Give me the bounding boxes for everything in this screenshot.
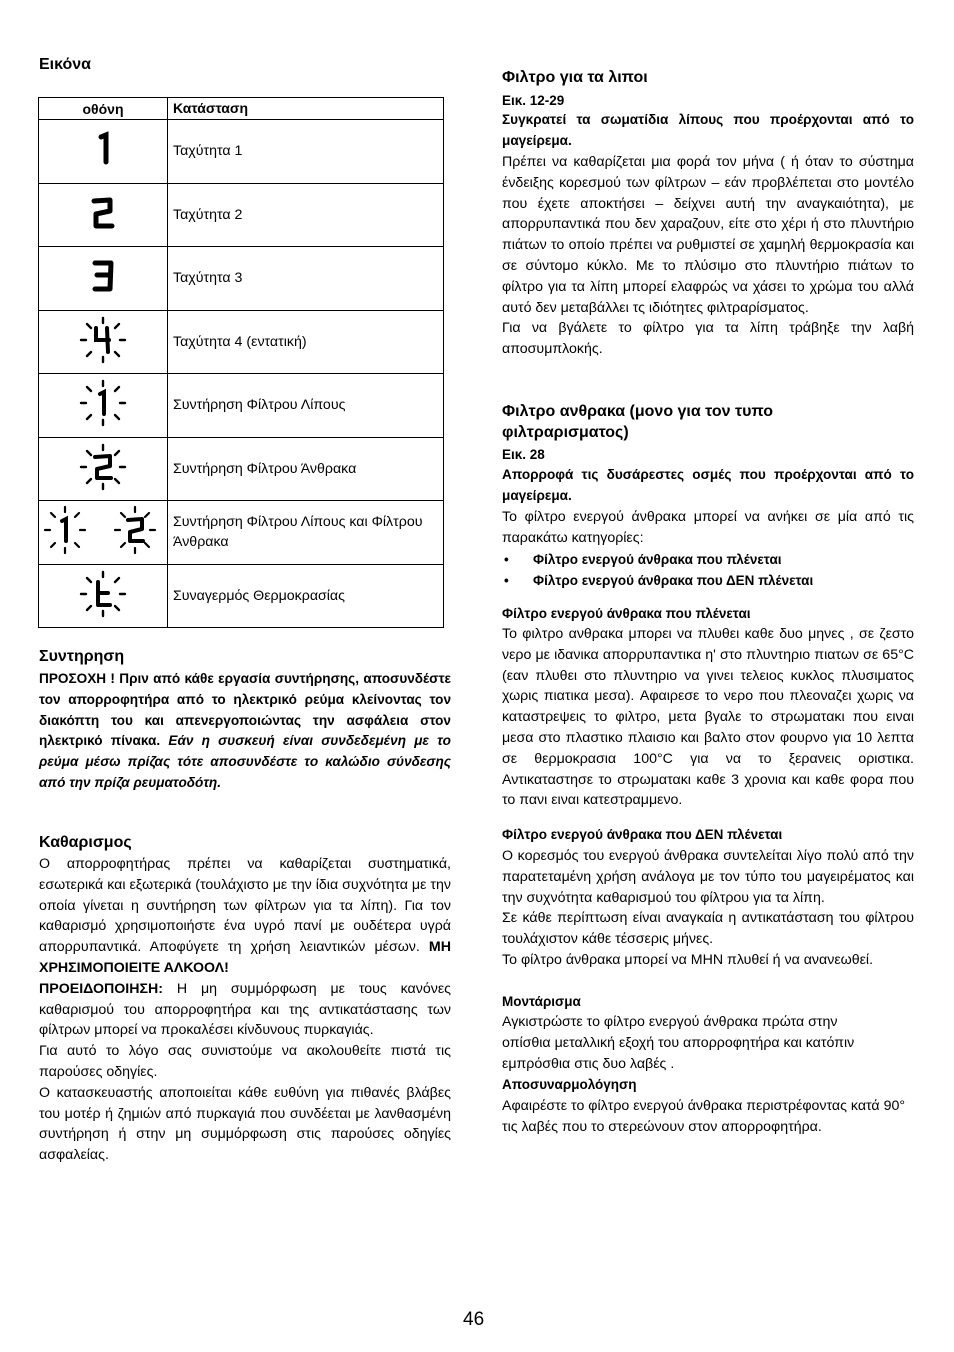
page-number: 46 <box>463 1309 485 1330</box>
list-item: • Φίλτρο ενεργού άνθρακα που ΔΕΝ πλένεται <box>502 570 914 591</box>
grease-paragraph: Για να βγάλετε το φίλτρο για τα λίπη τράβηξε την λαβή αποσυμπλοκής. <box>502 320 914 358</box>
washable-heading: Φίλτρο ενεργού άνθρακα που πλένεται <box>502 606 751 621</box>
dismounting-heading: Αποσυναρμολόγηση <box>502 1077 637 1092</box>
digit-3-icon <box>39 247 168 311</box>
grease-lead: Συγκρατεί τα σωματίδια λίπους που προέρχονται από το μαγείρεμα. <box>502 112 914 148</box>
column-header-state: Κατάσταση <box>168 98 444 120</box>
digit-1-icon <box>39 120 168 184</box>
carbon-intro-text: Το φίλτρο ενεργού άνθρακα μπορεί να ανήκει σε μία από τις παρακάτω κατηγορίες: <box>502 509 914 546</box>
mounting-text: Αγκιστρώστε το φίλτρο ενεργού άνθρακα πρώτα στην οπίσθια μεταλλική εξοχή του απορροφητήρα και κατόπιν εμπρόσθια στις δυο λαβές . <box>502 1014 855 1072</box>
maintenance-heading: Συντηρηση <box>39 648 125 665</box>
grease-paragraph: Πρέπει να καθαρίζεται μια φορά τον μήνα ( ή όταν το σύστημα ένδειξης κορεσμού των φίλτρων – εάν προβλέπεται στο μοντέλο που έχετε αποκτήσει – δείχνει αυτή την αναγκαιότητα), με απορρυπαντικά που δεν χαραζουν, είτε στο χέρι ή στο πλυντήριο πιάτων το οποίο πρέπει να ρυθμιστεί σε χαμηλή θερμοκρασία και σε σύντομο κύκλο. Με το πλύσιμο στο πλυντήριο πιάτων το φίλτρο για τα λίπη μπορεί ελαφρώς να χάσει το χρώμα του αλλά αυτό δεν μεταβάλλει τς ιδιότητες φιλτραρίσματος. <box>502 154 914 316</box>
dismounting-text: Αφαιρέστε το φίλτρο ενεργού άνθρακα περιστρέφοντας κατά 90° τις λαβές που το στερεώνουν στον απορροφητήρα. <box>502 1098 906 1135</box>
state-label: Ταχύτητα 4 (εντατική) <box>168 310 444 374</box>
state-label: Ταχύτητα 1 <box>168 120 444 184</box>
caution-label: ΠΡΟΕΙΔΟΠΟΙΗΣΗ: <box>39 980 163 997</box>
mounting-heading: Μοντάρισμα <box>502 994 581 1009</box>
digit-1-blinking-icon <box>39 374 168 438</box>
letter-t-blinking-icon <box>39 564 168 628</box>
column-header-display: οθόνη <box>39 98 168 120</box>
grease-body <box>502 152 914 360</box>
cleaning-body <box>39 854 451 1166</box>
non-washable-paragraph: Σε κάθε περίπτωση είναι αναγκαία η αντικατάσταση του φίλτρου τουλάχιστον κάθε τέσσερις μήνες. <box>502 910 914 948</box>
washable-text: Το φιλτρο ανθρακα μπορει να πλυθει καθε δυο μηνες , σε ζεστο νερο με ιδανικα απορρυπαντικα η' στο πλυντηριο πιατων σε 65°C (εαν πλυθει στο πλυντηριο να γινει τελειος κυκλος πλυσιματος χωρις πιατικα μεσα). Αφαιρεσε το νερο που πλεοναζει χωρις να καταστρεψεις το φιλτρο, μετα βγαλε το στρωματακι που ειναι μεσα στο πλαστικο πλαισιο και βαλτο στον φουρνο για 10 λεπτα σε θερμοκρασια 100°C για να το ξερανεις οριστικα. Αντικαταστησε το στρωματακι καθε 3 χρονια και καθε φορα που το πανι ειναι κατεστραμμενο. <box>502 626 914 809</box>
digit-4-blinking-icon <box>39 310 168 374</box>
carbon-intro <box>502 507 914 549</box>
warning-text: ΠΡΟΣΟΧΗ ! Πριν από κάθε εργασία συντήρησης, αποσυνδέστε τον απορροφητήρα από το ηλεκτρικό ρεύμα κλείνοντας τον διακόπτη του και απενεργοποιώντας την ασφάλεια στον ηλεκτρικό πίνακα. <box>39 671 451 749</box>
cleaning-paragraph: Για αυτό το λόγο σας συνιστούμε να ακολουθείτε πιστά τις παρούσες οδηγίες. <box>39 1043 451 1080</box>
list-item: • Φίλτρο ενεργού άνθρακα που πλένεται <box>502 549 914 570</box>
carbon-lead: Απορροφά τις δυσάρεστες οσμές που προέρχονται από το μαγείρεμα. <box>502 467 914 503</box>
state-label: Ταχύτητα 2 <box>168 183 444 247</box>
non-washable-body <box>502 846 914 971</box>
non-washable-paragraph: Το φίλτρο άνθρακα μπορεί να ΜΗΝ πλυθεί ή να ανανεωθεί. <box>502 951 874 968</box>
state-label: Συντήρηση Φίλτρου Λίπους και Φίλτρου Άνθρακα <box>168 501 444 565</box>
carbon-types-list <box>502 549 914 591</box>
state-label: Ταχύτητα 3 <box>168 247 444 311</box>
digit-2-blinking-icon <box>39 437 168 501</box>
state-label: Συντήρηση Φίλτρου Άνθρακα <box>168 437 444 501</box>
non-washable-heading: Φίλτρο ενεργού άνθρακα που ΔΕΝ πλένεται <box>502 827 783 842</box>
warning-text-italic: Εάν η συσκευή είναι συνδεδεμένη με το ρεύμα μέσω πρίζας τότε αποσυνδέστε το καλώδιο σύνδεσης από την πρίζα ρευματοδότη. <box>39 733 451 790</box>
digits-1-2-blinking-icon <box>39 501 168 565</box>
non-washable-paragraph: Ο κορεσμός του ενεργού άνθρακα συντελείται λίγο πολύ από την παρατεταμένη χρήση ανάλογα με τον τύπο του μαγειρέματος και την συχνότητα καθαρισμού του φίλτρου για τα λίπη. <box>502 848 914 906</box>
cleaning-heading: Καθαρισμος <box>39 834 132 851</box>
grease-figure-ref: Εικ. 12-29 <box>502 93 565 108</box>
cleaning-paragraph: Ο απορροφητήρας πρέπει να καθαρίζεται συστηματικά, εσωτερικά και εξωτερικά (τουλάχιστο με την ίδια συχνότητα με την οποία γίνεται η συντήρηση των φίλτρων για τα λίπη). Για τον καθαρισμό χρησιμοποιήστε ένα υγρό πανί με ουδέτερα υγρά απορρυπαντικά. Αποφύγετε τη χρήση λειαντικών μέσων. <box>39 856 451 956</box>
carbon-figure-ref: Εικ. 28 <box>502 447 545 462</box>
state-label: Συναγερμός Θερμοκρασίας <box>168 564 444 628</box>
carbon-filter-heading: Φιλτρο ανθρακα (μονο για τον τυπο φιλτραρισματος) <box>502 403 773 441</box>
display-status-table <box>38 97 444 628</box>
maintenance-warning <box>39 669 451 794</box>
digit-2-icon <box>39 183 168 247</box>
figure-title: Εικόνα <box>39 56 92 73</box>
state-label: Συντήρηση Φίλτρου Λίπους <box>168 374 444 438</box>
grease-filter-heading: Φιλτρο για τα λιποι <box>502 69 648 86</box>
caution-paragraph: Η μη συμμόρφωση με τους κανόνες καθαρισμού του απορροφητήρα και της αντικατάστασης των φίλτρων μπορεί να προκαλέσει κίνδυνους πυρκαγιάς. <box>39 980 451 1039</box>
no-alcohol-warning: ΜΗ ΧΡΗΣΙΜΟΠΟΙΕΙΤΕ ΑΛΚΟΟΛ! <box>39 939 451 976</box>
liability-paragraph: Ο κατασκευαστής αποποιείται κάθε ευθύνη για πιθανές βλάβες του μοτέρ ή ζημιών από πυρκαγιά που συνδέεται με λανθασμένη συντήρηση ή στην μη συμμόρφωση στις παρούσες οδηγίες ασφαλείας. <box>39 1084 451 1164</box>
